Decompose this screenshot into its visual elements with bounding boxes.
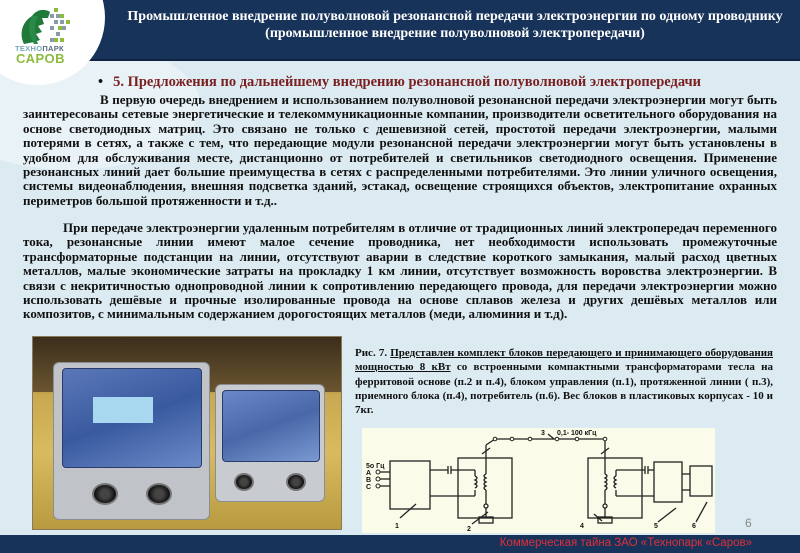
caption-underlined: Представлен комплект блоков передающего и принимающего оборудования мощностью 8 кВт bbox=[355, 347, 773, 374]
figure-caption bbox=[355, 346, 773, 417]
diagram-label-1: 1 bbox=[395, 523, 399, 530]
diagram-line-label: 3 bbox=[541, 430, 545, 437]
diagram-line-freq: 0,1- 100 кГц bbox=[557, 430, 597, 437]
diagram-label-5: 5 bbox=[654, 523, 658, 530]
transmitter-unit bbox=[53, 362, 210, 520]
transmitter-lid bbox=[62, 368, 202, 468]
caption-prefix: Рис. 7. bbox=[355, 347, 391, 359]
fan-icon bbox=[286, 473, 306, 491]
footer-confidential-text: Коммерческая тайна ЗАО «Технопарк «Саров» bbox=[499, 537, 752, 549]
fan-icon bbox=[92, 483, 118, 505]
section-heading bbox=[98, 74, 701, 91]
caption-rest: со встроенными компактными трансформаторами тесла на ферритовой основе (п.2 и п.4), блоком управления (п.1), протяженной линии ( п.3), приемного блока (п.4), потребитель (п.6). Вес блоков в пластиковых корпусах - 10 и 7кг. bbox=[355, 361, 773, 417]
equipment-photo bbox=[32, 336, 342, 530]
fan-icon bbox=[234, 473, 254, 491]
slide-header bbox=[0, 0, 800, 61]
slide-title-line1: Промышленное внедрение полуволновой резонансной передачи электроэнергии по одному проводнику bbox=[127, 9, 783, 24]
section-heading-text: 5. Предложения по дальнейшему внедрению резонансной полуволновой электропередачи bbox=[113, 74, 702, 90]
diagram-phase-a: A bbox=[366, 470, 372, 477]
slide-title-line2: (промышленное внедрение полуволновой электропередачи) bbox=[265, 26, 645, 41]
logo-text-bottom: САРОВ bbox=[16, 51, 65, 66]
fan-icon bbox=[146, 483, 172, 505]
receiver-unit bbox=[215, 384, 325, 502]
body-paragraph-1: В первую очередь внедрением и использованием полуволновой резонансной передачи электроэнергии могут быть заинтересованы сетевые энергетические и телекоммуникационные компании, производители осветительного оборудования на основе светодиодных матриц. Это связано не только с дешевизной сетей, простотой передачи электроэнергии, малыми потерями в сетях, а также с тем, что передающие модули резонансной передачи электроэнергии могут быть установлены в удобном для обслуживания месте, дистанционно от потребителей и светильников светодиодного освещения. Применение резонансных линий дает большие преимущества в сетях с распределенными потребителями. Это линии уличного освещения, системы видеонаблюдения, внешняя подсветка зданий, эстакад, освещение строящихся объектов, электропитание охранных периметров большой протяженности и т.д.. bbox=[23, 92, 777, 208]
logo-text-techno: ТЕХНО bbox=[15, 44, 43, 53]
slide-title bbox=[110, 8, 800, 42]
slide-footer bbox=[0, 535, 800, 553]
diagram-label-2: 2 bbox=[467, 526, 471, 533]
diagram-input-freq: 5о Гц bbox=[366, 463, 385, 470]
body-paragraph-2: При передаче электроэнергии удаленным потребителям в отличие от традиционных линий электропередач переменного тока, резонансные линии имеют малое сечение проводника, нет необходимости использовать промежуточные трансформаторные подстанции на линии, отсутствуют аварии в следствие короткого замыкания, малый расход цветных металлов, малые экономические затраты на прокладку 1 км линии, отсутствует возможность воровства электроэнергии. В связи с некритичностью однопроводной линии к сопротивлению передающего провода, для передачи электроэнергии можно использовать дешёвые и прочные изолированные провода на основе сплавов железа и других дешёвых металлов или композитов, с минимальным содержанием дорогостоящих металлов (меди, алюминия и т.д). bbox=[23, 220, 777, 322]
bullet-icon: • bbox=[98, 74, 104, 90]
diagram-label-6: 6 bbox=[692, 523, 696, 530]
logo-text-park: ПАРК bbox=[42, 44, 64, 53]
circuit-diagram bbox=[362, 428, 715, 533]
diagram-phase-b: B bbox=[366, 477, 372, 484]
transmitter-panel bbox=[93, 397, 153, 423]
receiver-lid bbox=[222, 390, 320, 462]
page-number: 6 bbox=[745, 516, 752, 530]
diagram-phase-c: C bbox=[366, 484, 372, 491]
diagram-label-4: 4 bbox=[580, 523, 584, 530]
